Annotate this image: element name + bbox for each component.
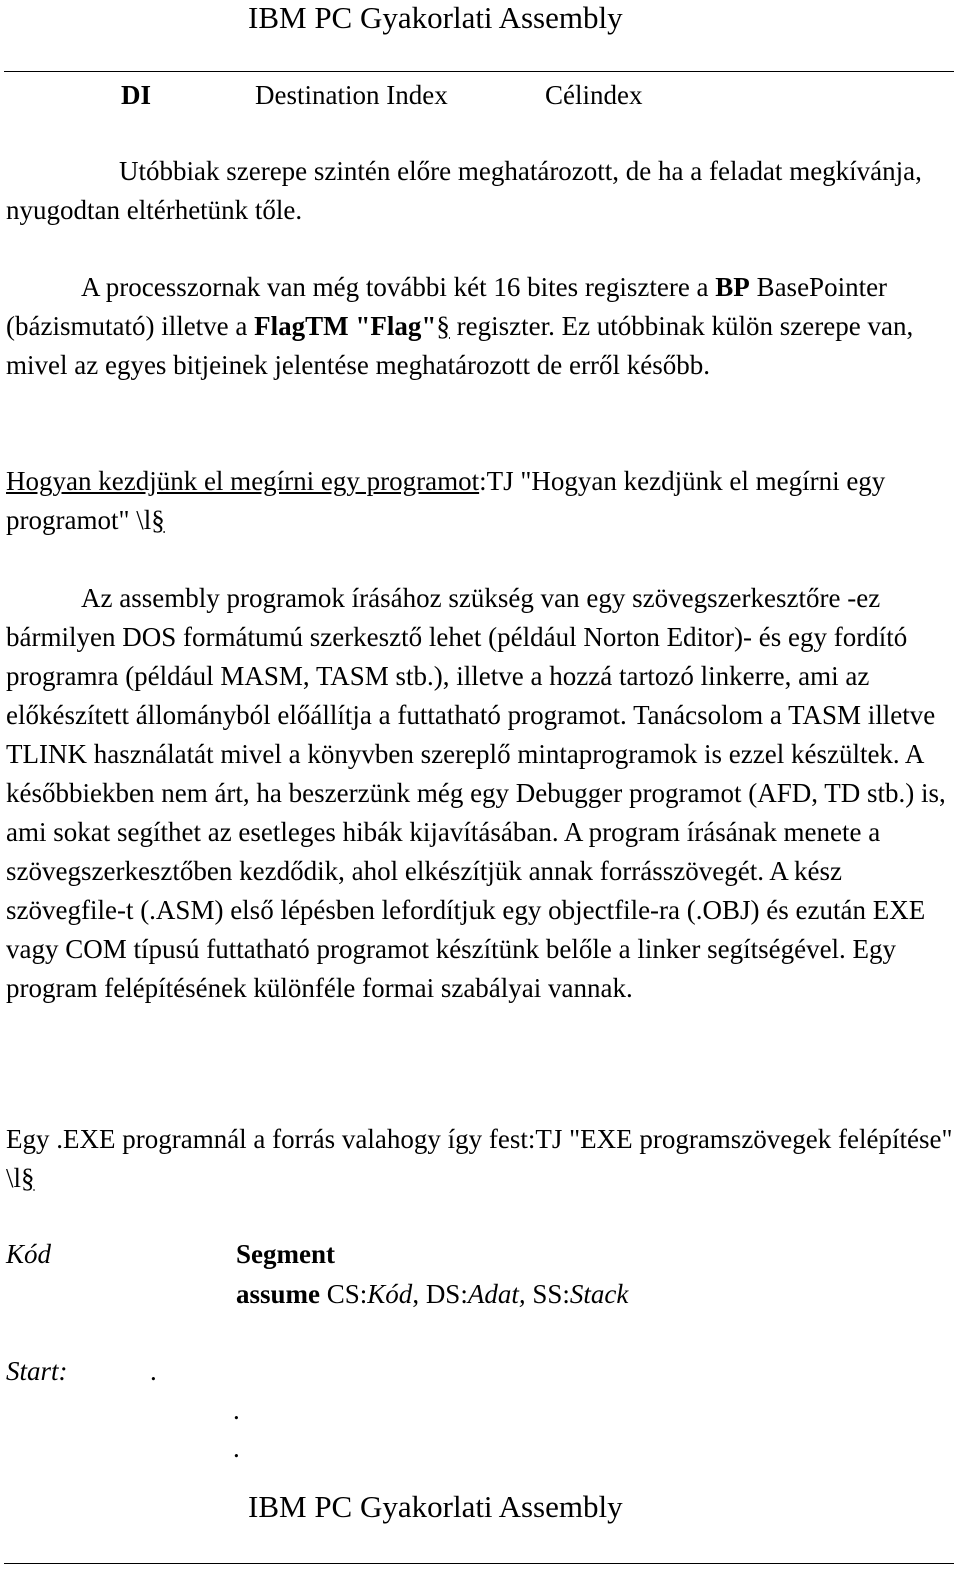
code-ds-value: Adat,	[467, 1279, 526, 1309]
code-assume-line	[236, 1281, 628, 1308]
section-mark: §	[436, 311, 450, 341]
code-ellipsis-dot-1: .	[150, 1356, 157, 1386]
paragraph-3	[6, 579, 954, 1008]
register-hungarian-name: Célindex	[545, 80, 643, 110]
code-cs-value: Kód	[367, 1279, 413, 1309]
paragraph-1	[6, 152, 954, 230]
heading-field-code: :TJ "Hogyan kezdjünk el megírni egy programot" \l	[6, 466, 886, 535]
page-footer-title: IBM PC Gyakorlati Assembly	[248, 1489, 623, 1524]
paragraph-2-text-b: BasePointer (bázismutató) illetve a	[6, 272, 888, 341]
code-cs: CS:	[326, 1279, 368, 1309]
section-mark: §	[21, 1163, 35, 1193]
code-label-start: Start:	[6, 1356, 68, 1386]
paragraph-1-text: Utóbbiak szerepe szintén előre meghatározott, de ha a feladat megkívánja, nyugodtan eltérhetünk tőle.	[6, 156, 922, 225]
paragraph-2-text-c: regiszter. Ez utóbbinak külön szerepe van, mivel az egyes bitjeinek jelentése meghatározott de erről később.	[6, 311, 914, 380]
paragraph-4-text: Egy .EXE programnál a forrás valahogy így fest:TJ "EXE programszövegek felépítése" \l	[6, 1124, 953, 1193]
register-name: DI	[121, 80, 152, 110]
section-heading	[6, 462, 954, 540]
code-label-kod: Kód	[6, 1239, 52, 1269]
paragraph-2-text-a: A processzornak van még további két 16 bites regisztere a	[81, 272, 716, 302]
code-ellipsis-dot-2: .	[233, 1395, 240, 1425]
code-ss: SS:	[525, 1279, 570, 1309]
paragraph-4	[6, 1120, 954, 1198]
code-segment-keyword: Segment	[236, 1239, 335, 1269]
flag-register: FlagTM "Flag"	[254, 311, 437, 341]
paragraph-2	[6, 268, 954, 385]
code-ds: , DS:	[412, 1279, 468, 1309]
register-english-name: Destination Index	[255, 80, 448, 110]
paragraph-3-text: Az assembly programok írásához szükség van egy szövegszerkesztőre -ez bármilyen DOS formátumú szerkesztő lehet (például Norton Editor)- és egy fordító programra (például MASM, TASM stb.), illetve a hozzá tartozó linkerre, ami az előkészített állományból előállítja a futtatható programot. Tanácsolom a TASM illetve TLINK használatát mivel a könyvben szereplő mintaprogramok is ezzel készültek. A későbbiekben nem árt, ha beszerzünk még egy Debugger programot (AFD, TD stb.) is, ami sokat segíthet az esetleges hibák kijavításában. A program írásának menete a szövegszerkesztőben kezdődik, ahol elkészítjük annak forrásszövegét. A kész szövegfile-t (.ASM) első lépésben lefordítjuk egy objectfile-ra (.OBJ) és ezután EXE vagy COM típusú futtatható programot készítünk belőle a linker segítségével. Egy program felépítésének különféle formai szabályai vannak.	[6, 583, 946, 1003]
code-ellipsis-dot-3: .	[233, 1433, 240, 1463]
heading-link[interactable]: Hogyan kezdjünk el megírni egy programot	[6, 466, 480, 496]
code-ss-value: Stack	[569, 1279, 629, 1309]
code-assume-keyword: assume	[236, 1279, 321, 1309]
section-mark: §	[151, 505, 165, 535]
footer-rule	[4, 1563, 954, 1564]
page-header-title: IBM PC Gyakorlati Assembly	[248, 0, 623, 35]
bp-register: BP	[715, 272, 750, 302]
header-rule	[4, 71, 954, 72]
